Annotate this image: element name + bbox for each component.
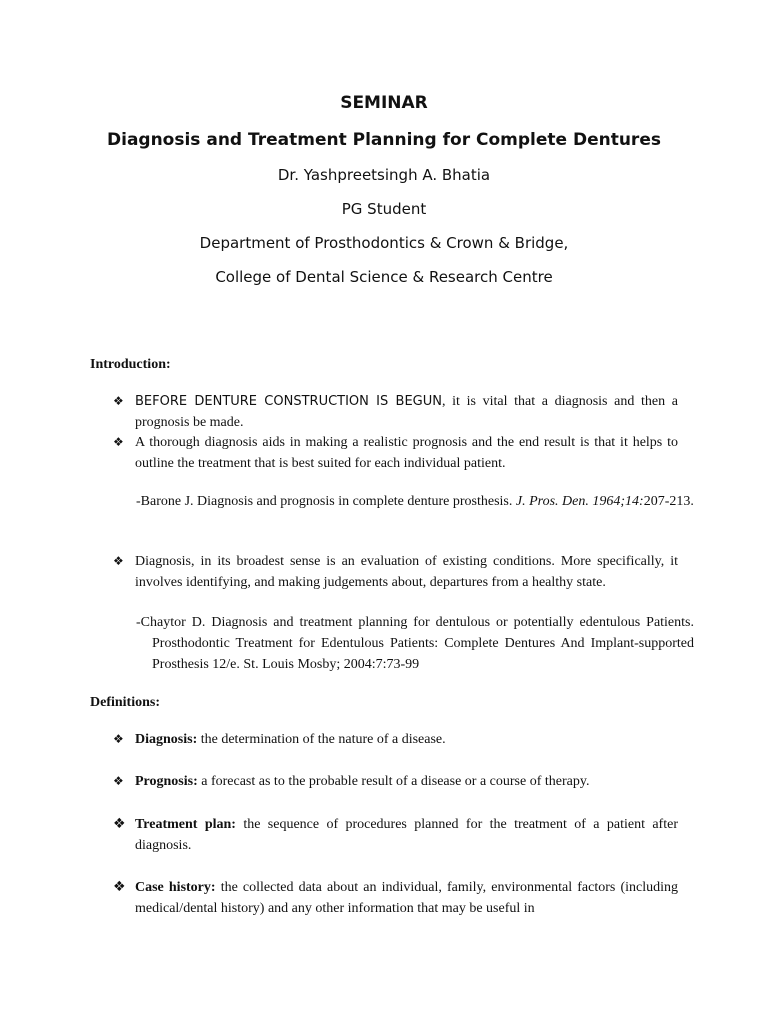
definition-text: the collected data about an individual, family, environmental factors (including medical/dental history) and any other information that may be useful in: [135, 880, 678, 916]
definition-term: Case history:: [135, 880, 216, 895]
list-item: [113, 729, 678, 750]
bullet-text: Diagnosis, in its broadest sense is an evaluation of existing conditions. More specifically, it involves identifying, and making judgements about, departures from a healthy state.: [135, 554, 678, 590]
bullet-text: A thorough diagnosis aids in making a realistic prognosis and the end result is that it helps to outline the treatment that is best suited for each individual patient.: [135, 435, 678, 471]
introduction-heading: Introduction:: [90, 357, 171, 372]
list-item: [113, 551, 678, 593]
document-title: Diagnosis and Treatment Planning for Complete Dentures: [107, 130, 661, 150]
college-name: College of Dental Science & Research Centre: [215, 268, 553, 286]
list-item: [113, 771, 678, 792]
list-item: [113, 877, 678, 919]
reference-pages: 207-213.: [643, 494, 694, 509]
author-role: PG Student: [341, 200, 427, 218]
definition-text: the determination of the nature of a disease.: [197, 732, 446, 747]
definition-term: Treatment plan:: [135, 817, 236, 832]
list-item: [113, 432, 678, 474]
definition-term: Prognosis:: [135, 774, 198, 789]
diamond-bullet-icon: ❖: [113, 879, 126, 895]
bullet-text: , it is vital that a diagnosis and then a prognosis be made.: [135, 394, 678, 430]
definition-term: Diagnosis:: [135, 732, 198, 747]
definitions-heading: Definitions:: [90, 695, 160, 710]
department-name: Department of Prosthodontics & Crown & Bridge,: [199, 234, 569, 252]
definition-text: a forecast as to the probable result of a disease or a course of therapy.: [197, 774, 590, 789]
reference-citation: -Chaytor D. Diagnosis and treatment planning for dentulous or potentially edentulous Patients. Prosthodontic Treatment for Edentulous Patients: Complete Dentures And Implant-supported Prosthesis 12/e. St. Louis Mosby; 2004:7:73-99: [136, 615, 694, 672]
reference-journal: J. Pros. Den. 1964;14:: [515, 494, 644, 509]
diamond-bullet-icon: ❖: [113, 816, 126, 832]
reference-citation: [136, 491, 694, 512]
bullet-caps-text: BEFORE DENTURE CONSTRUCTION IS BEGUN: [135, 394, 442, 409]
diamond-bullet-icon: ❖: [113, 394, 124, 408]
diamond-bullet-icon: ❖: [113, 774, 124, 788]
seminar-label: SEMINAR: [340, 93, 428, 113]
list-item: [113, 391, 678, 433]
definition-text: the sequence of procedures planned for the treatment of a patient after diagnosis.: [135, 817, 678, 853]
reference-text: -Barone J. Diagnosis and prognosis in complete denture prosthesis.: [136, 494, 516, 509]
list-item: [113, 814, 678, 856]
diamond-bullet-icon: ❖: [113, 435, 124, 449]
diamond-bullet-icon: ❖: [113, 554, 124, 568]
diamond-bullet-icon: ❖: [113, 732, 124, 746]
author-name: Dr. Yashpreetsingh A. Bhatia: [277, 166, 491, 184]
